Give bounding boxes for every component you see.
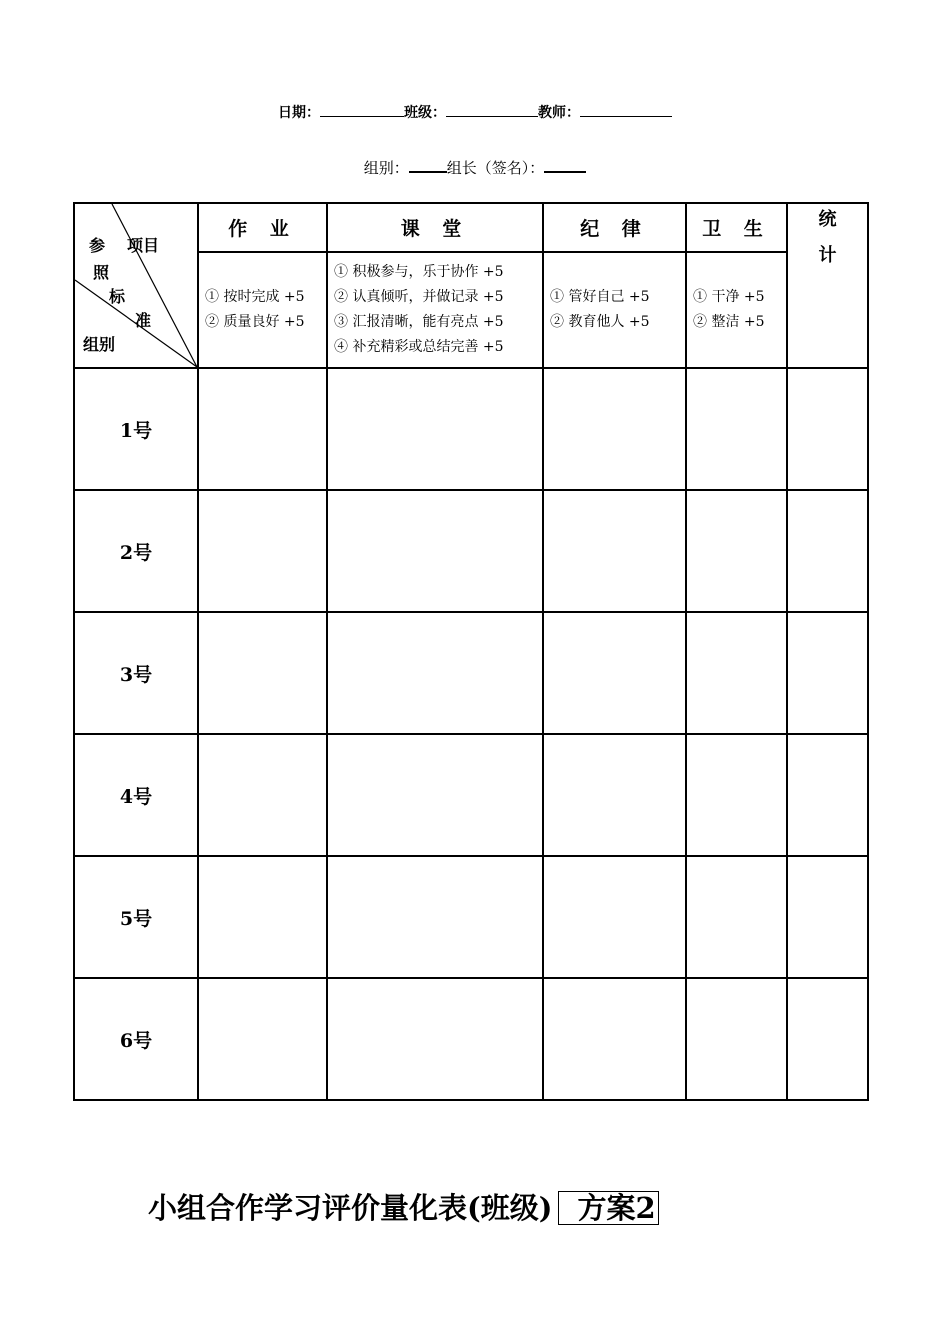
table-row (74, 978, 868, 1100)
teacher-blank (580, 102, 672, 117)
total-header-cell (787, 203, 868, 368)
score-cell-classroom[interactable] (327, 856, 543, 978)
group-label-cell: 6号 (74, 978, 198, 1100)
table-row (74, 734, 868, 856)
total-char-2: 计 (818, 245, 837, 266)
score-cell-discipline[interactable] (543, 856, 686, 978)
criteria-line: ② 认真倾听，并做记录 +5 (334, 288, 504, 305)
corner-header-cell (74, 203, 198, 368)
class-label: 班级： (404, 105, 446, 121)
date-label: 日期： (278, 105, 320, 121)
criteria-hygiene (686, 252, 787, 368)
score-cell-classroom[interactable] (327, 978, 543, 1100)
group-label-cell: 1号 (74, 368, 198, 490)
table-row (74, 368, 868, 490)
form-header-line-1 (0, 102, 950, 122)
criteria-line: ② 整洁 +5 (693, 313, 765, 330)
criteria-homework (198, 252, 327, 368)
score-cell-homework[interactable] (198, 734, 327, 856)
table-row (74, 612, 868, 734)
document-title (148, 1186, 659, 1227)
corner-standard-char-3: 标 (109, 287, 126, 306)
title-main: 小组合作学习评价量化表(班级) (148, 1191, 553, 1225)
score-cell-classroom[interactable] (327, 734, 543, 856)
score-cell-discipline[interactable] (543, 734, 686, 856)
leader-blank (544, 157, 586, 173)
form-header-line-2 (0, 157, 950, 178)
score-cell-classroom[interactable] (327, 612, 543, 734)
group-blank (409, 157, 447, 173)
score-cell-total[interactable] (787, 856, 868, 978)
evaluation-table (73, 202, 869, 1101)
corner-group-label: 组别 (83, 335, 116, 354)
criteria-line: ① 积极参与，乐于协作 +5 (334, 263, 504, 280)
score-cell-hygiene[interactable] (686, 734, 787, 856)
category-hygiene: 卫 生 (686, 203, 787, 252)
criteria-line: ② 质量良好 +5 (205, 313, 305, 330)
total-char-1: 统 (818, 209, 837, 230)
criteria-line: ④ 补充精彩或总结完善 +5 (334, 338, 504, 355)
score-cell-hygiene[interactable] (686, 368, 787, 490)
score-cell-total[interactable] (787, 734, 868, 856)
category-discipline: 纪 律 (543, 203, 686, 252)
category-classroom: 课 堂 (327, 203, 543, 252)
table-row (74, 490, 868, 612)
score-cell-homework[interactable] (198, 612, 327, 734)
score-cell-total[interactable] (787, 490, 868, 612)
group-label: 组别： (363, 159, 409, 177)
category-homework: 作 业 (198, 203, 327, 252)
corner-standard-char-1: 参 (89, 236, 106, 255)
group-label-cell: 5号 (74, 856, 198, 978)
score-cell-hygiene[interactable] (686, 856, 787, 978)
criteria-discipline (543, 252, 686, 368)
criteria-line: ① 干净 +5 (693, 288, 765, 305)
score-cell-total[interactable] (787, 612, 868, 734)
criteria-line: ① 按时完成 +5 (205, 288, 305, 305)
criteria-line: ② 教育他人 +5 (550, 313, 650, 330)
score-cell-homework[interactable] (198, 978, 327, 1100)
score-cell-total[interactable] (787, 368, 868, 490)
criteria-classroom (327, 252, 543, 368)
criteria-line: ① 管好自己 +5 (550, 288, 650, 305)
table-row (74, 856, 868, 978)
score-cell-classroom[interactable] (327, 368, 543, 490)
date-blank (320, 102, 404, 117)
score-cell-hygiene[interactable] (686, 612, 787, 734)
group-label-cell: 3号 (74, 612, 198, 734)
leader-label: 组长（签名）： (446, 159, 545, 177)
score-cell-total[interactable] (787, 978, 868, 1100)
corner-standard-char-4: 准 (135, 311, 152, 330)
criteria-line: ③ 汇报清晰，能有亮点 +5 (334, 313, 504, 330)
score-cell-discipline[interactable] (543, 490, 686, 612)
score-cell-hygiene[interactable] (686, 490, 787, 612)
score-cell-homework[interactable] (198, 856, 327, 978)
score-cell-discipline[interactable] (543, 368, 686, 490)
corner-standard-char-2: 照 (93, 263, 110, 282)
score-cell-discipline[interactable] (543, 612, 686, 734)
group-label-cell: 2号 (74, 490, 198, 612)
score-cell-homework[interactable] (198, 490, 327, 612)
teacher-label: 教师： (538, 105, 580, 121)
plan-badge: 方案2 (558, 1191, 658, 1225)
score-cell-homework[interactable] (198, 368, 327, 490)
group-label-cell: 4号 (74, 734, 198, 856)
corner-project-label: 项目 (127, 236, 160, 255)
score-cell-discipline[interactable] (543, 978, 686, 1100)
class-blank (446, 102, 538, 117)
score-cell-classroom[interactable] (327, 490, 543, 612)
score-cell-hygiene[interactable] (686, 978, 787, 1100)
